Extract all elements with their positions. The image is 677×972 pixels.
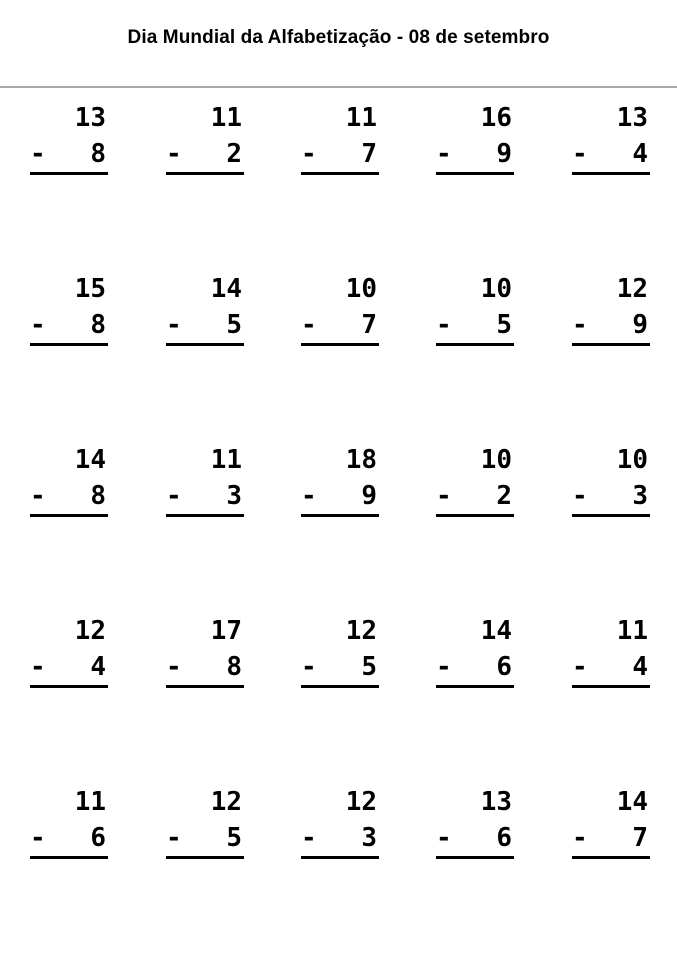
subtraction-problem — [572, 788, 650, 860]
subtrahend: 3 — [226, 481, 242, 511]
minuend: 14 — [74, 445, 106, 475]
minuend: 12 — [345, 787, 377, 817]
minuend: 10 — [480, 274, 512, 304]
minus-sign: - — [30, 139, 46, 169]
answer-line — [572, 514, 650, 517]
minuend: 11 — [210, 103, 242, 133]
minus-sign: - — [30, 823, 46, 853]
minus-sign: - — [166, 139, 182, 169]
minus-sign: - — [166, 481, 182, 511]
subtraction-problem — [436, 446, 514, 518]
minuend: 14 — [210, 274, 242, 304]
minuend: 11 — [74, 787, 106, 817]
subtraction-problem — [301, 446, 379, 518]
subtrahend: 7 — [361, 139, 377, 169]
minus-sign: - — [572, 310, 588, 340]
answer-line — [572, 685, 650, 688]
minuend: 14 — [616, 787, 648, 817]
answer-line — [166, 343, 244, 346]
subtraction-problem — [572, 104, 650, 176]
subtrahend: 8 — [90, 139, 106, 169]
subtraction-problem — [572, 275, 650, 347]
answer-line — [30, 856, 108, 859]
answer-line — [30, 172, 108, 175]
minus-sign: - — [436, 823, 452, 853]
subtraction-problem — [30, 788, 108, 860]
minus-sign: - — [436, 652, 452, 682]
minuend: 18 — [345, 445, 377, 475]
minuend: 12 — [345, 616, 377, 646]
subtraction-problem — [301, 275, 379, 347]
answer-line — [301, 514, 379, 517]
minus-sign: - — [30, 310, 46, 340]
minus-sign: - — [301, 310, 317, 340]
subtraction-problem — [166, 446, 244, 518]
minuend: 10 — [345, 274, 377, 304]
answer-line — [30, 514, 108, 517]
subtraction-problem — [166, 788, 244, 860]
minuend: 11 — [210, 445, 242, 475]
answer-line — [301, 856, 379, 859]
answer-line — [30, 685, 108, 688]
minus-sign: - — [436, 139, 452, 169]
subtraction-problem — [572, 617, 650, 689]
minus-sign: - — [572, 652, 588, 682]
minuend: 17 — [210, 616, 242, 646]
minus-sign: - — [436, 481, 452, 511]
subtrahend: 7 — [632, 823, 648, 853]
minus-sign: - — [301, 652, 317, 682]
minuend: 12 — [74, 616, 106, 646]
minus-sign: - — [572, 481, 588, 511]
subtraction-problem — [436, 275, 514, 347]
subtraction-problem — [30, 104, 108, 176]
subtrahend: 5 — [496, 310, 512, 340]
subtrahend: 8 — [90, 481, 106, 511]
subtraction-problem — [436, 788, 514, 860]
minus-sign: - — [301, 481, 317, 511]
subtraction-problem — [436, 617, 514, 689]
subtraction-problem — [166, 104, 244, 176]
subtraction-problem — [30, 275, 108, 347]
answer-line — [166, 685, 244, 688]
subtraction-problem — [301, 617, 379, 689]
minus-sign: - — [166, 823, 182, 853]
answer-line — [301, 343, 379, 346]
answer-line — [301, 172, 379, 175]
minuend: 10 — [480, 445, 512, 475]
minuend: 14 — [480, 616, 512, 646]
answer-line — [301, 685, 379, 688]
answer-line — [572, 856, 650, 859]
minuend: 11 — [616, 616, 648, 646]
subtrahend: 5 — [361, 652, 377, 682]
minuend: 11 — [345, 103, 377, 133]
subtraction-problem — [301, 788, 379, 860]
subtrahend: 3 — [361, 823, 377, 853]
minus-sign: - — [30, 481, 46, 511]
answer-line — [30, 343, 108, 346]
page-title: Dia Mundial da Alfabetização - 08 de setembro — [127, 27, 550, 48]
minus-sign: - — [301, 823, 317, 853]
answer-line — [166, 856, 244, 859]
answer-line — [572, 172, 650, 175]
minus-sign: - — [572, 823, 588, 853]
minuend: 15 — [74, 274, 106, 304]
minuend: 10 — [616, 445, 648, 475]
subtrahend: 7 — [361, 310, 377, 340]
minuend: 13 — [74, 103, 106, 133]
subtrahend: 8 — [226, 652, 242, 682]
subtrahend: 6 — [496, 823, 512, 853]
subtrahend: 3 — [632, 481, 648, 511]
subtrahend: 4 — [90, 652, 106, 682]
minuend: 12 — [210, 787, 242, 817]
answer-line — [436, 685, 514, 688]
minus-sign: - — [30, 652, 46, 682]
subtraction-problem — [166, 617, 244, 689]
answer-line — [436, 856, 514, 859]
minuend: 12 — [616, 274, 648, 304]
answer-line — [166, 514, 244, 517]
minus-sign: - — [166, 652, 182, 682]
subtrahend: 9 — [496, 139, 512, 169]
minuend: 16 — [480, 103, 512, 133]
subtrahend: 4 — [632, 652, 648, 682]
subtraction-problem — [436, 104, 514, 176]
answer-line — [436, 343, 514, 346]
subtrahend: 5 — [226, 823, 242, 853]
answer-line — [436, 514, 514, 517]
subtrahend: 4 — [632, 139, 648, 169]
subtrahend: 6 — [496, 652, 512, 682]
subtrahend: 9 — [361, 481, 377, 511]
minus-sign: - — [572, 139, 588, 169]
subtraction-problem — [572, 446, 650, 518]
answer-line — [166, 172, 244, 175]
subtrahend: 5 — [226, 310, 242, 340]
answer-line — [572, 343, 650, 346]
answer-line — [436, 172, 514, 175]
subtraction-problem — [30, 446, 108, 518]
subtraction-problem — [166, 275, 244, 347]
minus-sign: - — [301, 139, 317, 169]
subtrahend: 6 — [90, 823, 106, 853]
minuend: 13 — [480, 787, 512, 817]
minuend: 13 — [616, 103, 648, 133]
subtraction-problem — [301, 104, 379, 176]
subtrahend: 8 — [90, 310, 106, 340]
header-divider — [0, 86, 677, 88]
minus-sign: - — [166, 310, 182, 340]
minus-sign: - — [436, 310, 452, 340]
subtrahend: 2 — [496, 481, 512, 511]
subtraction-problem — [30, 617, 108, 689]
subtrahend: 2 — [226, 139, 242, 169]
subtrahend: 9 — [632, 310, 648, 340]
